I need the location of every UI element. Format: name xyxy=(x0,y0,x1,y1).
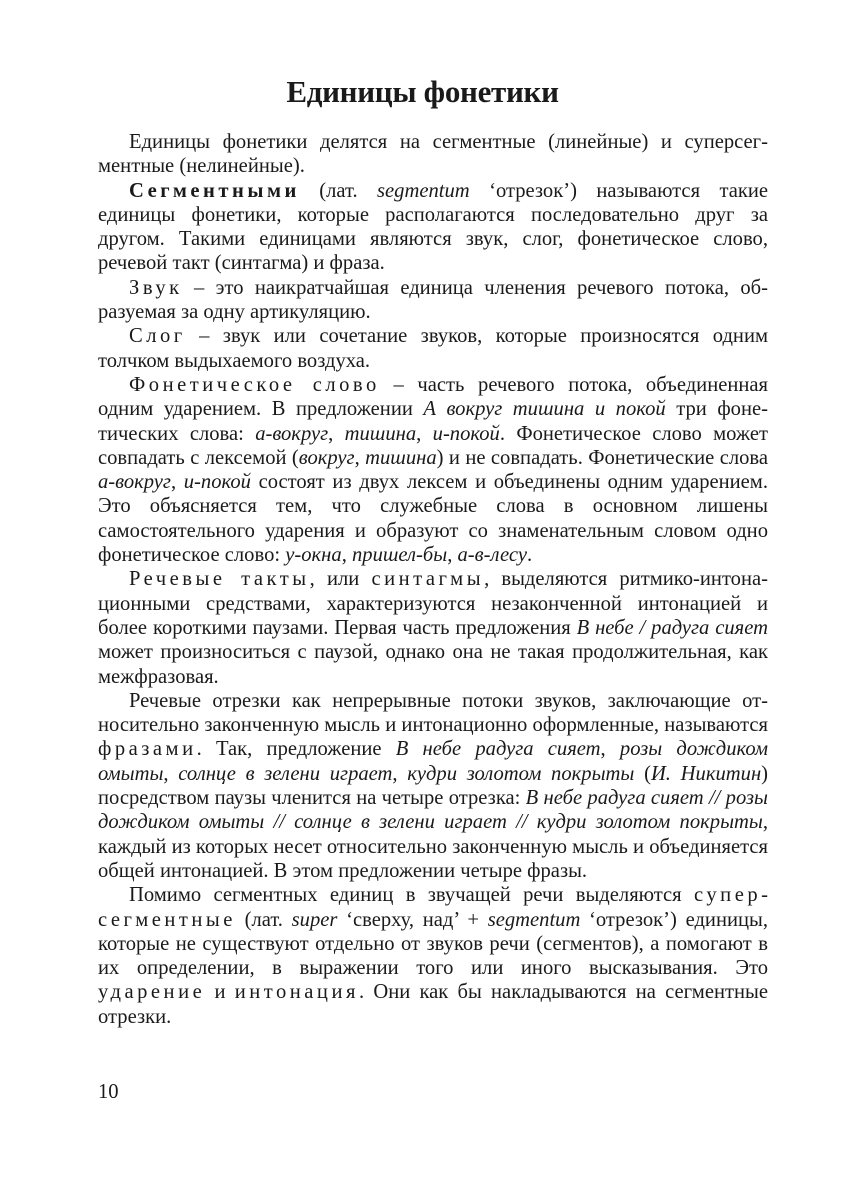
text-run: ‘отрезок’) единицы, которые не существуют отдельно от звуков речи (сегментов), а помогают в их определении, в выражении того или иного высказывания. Это xyxy=(98,908,768,980)
example-italic: кудри золотом покрыты xyxy=(407,762,635,785)
example-italic: и-покой xyxy=(432,422,500,445)
page-title: Единицы фонетики xyxy=(286,74,559,109)
text-run: , xyxy=(354,446,366,469)
text-run: Помимо сегментных единиц в звучащей речи выделяются xyxy=(129,884,695,907)
latin-term: segmentum xyxy=(377,179,470,202)
paragraph-sound xyxy=(98,276,768,325)
text-run: , xyxy=(392,762,408,785)
text-run: может произноситься с паузой, однако она не такая продолжительная, как межфразовая. xyxy=(98,641,768,688)
paragraph-phrases xyxy=(98,689,768,883)
text-run: ‘отрезок’) называются такие единицы фонетики, которые располагаются последовательно друг за другом. Такими единицами являются звук, слог, фонетическое слово, речевой такт (синтагма) и фраза. xyxy=(98,179,769,275)
text-run: ) и не совпадать. Фонетические слова xyxy=(436,446,768,469)
term-suprasegmental: суперсегментные xyxy=(98,884,768,931)
paragraph-syllable xyxy=(98,324,768,373)
page-number: 10 xyxy=(98,1081,119,1103)
example-italic: В небе радуга сияет // розы дождиком омыты // солнце в зелени играет // кудри золотом покрыты xyxy=(98,787,768,834)
example-italic: тишина xyxy=(344,422,417,445)
paragraph-speech-tacts xyxy=(98,567,768,688)
example-italic: розы дождиком омыты xyxy=(98,738,768,785)
body-text xyxy=(98,130,768,1029)
term-stress: ударение xyxy=(98,981,206,1004)
text-run: , xyxy=(341,544,352,567)
term-intonation: интонация xyxy=(234,981,359,1004)
latin-term: super xyxy=(291,908,338,931)
text-run: ) посредством паузы членится на четыре отрезка: xyxy=(98,762,769,810)
example-italic: В небе радуга сияет xyxy=(395,738,601,761)
text-run: и xyxy=(205,981,235,1004)
text-run: – это наикратчайшая единица членения речевого потока, образуемая за одну артикуляцию. xyxy=(98,276,768,324)
term-syllable: Слог xyxy=(129,325,186,348)
text-run: , xyxy=(170,471,184,494)
example-italic: А вокруг тишина и покой xyxy=(423,398,666,421)
example-italic: В небе / радуга сияет xyxy=(576,616,768,639)
example-italic: а-в-лесу xyxy=(457,544,527,567)
term-syntagmas: синтагмы xyxy=(371,568,485,591)
term-phonetic-word: Фонетическое слово xyxy=(129,373,380,396)
text-run: (лат. xyxy=(299,179,378,202)
paragraph-suprasegmental xyxy=(98,883,768,1029)
text-run: ‘сверху, над’ + xyxy=(337,908,488,931)
text-run: , xyxy=(416,422,433,445)
latin-term: segmentum xyxy=(487,908,581,931)
term-sound: Звук xyxy=(129,276,183,299)
example-italic: солнце в зелени играет xyxy=(178,762,393,785)
text-run: три фонетических слова: xyxy=(98,398,768,445)
paragraph-phonetic-word xyxy=(98,373,768,567)
text-run: . Они как бы накладываются на сегментные отрезки. xyxy=(98,981,768,1028)
paragraph-segmental xyxy=(98,179,768,276)
term-phrases: фразами xyxy=(98,738,197,761)
text-run: . xyxy=(526,544,533,567)
text-run: – часть речевого потока, объединенная одним ударением. В предложении xyxy=(98,373,769,421)
text-run: , каждый из которых несет относительно законченную мысль и объединяется общей интонацией. В этом предложении четыре фразы. xyxy=(98,811,768,882)
example-italic: а-вокруг xyxy=(98,471,171,494)
text-run: , выделяются ритмико-интонационными средствами, характеризуются незаконченной интонацией и более короткими паузами. Первая часть предложения xyxy=(98,568,769,639)
example-italic: пришел-бы xyxy=(351,544,448,567)
example-italic: и-покой xyxy=(183,471,251,494)
text-run: , xyxy=(447,544,458,567)
text-run: . Фонетическое слово может совпадать с лексемой ( xyxy=(98,422,769,469)
text-run: , xyxy=(600,738,620,761)
example-italic: вокруг xyxy=(298,446,355,469)
example-italic: а-вокруг xyxy=(255,422,329,445)
text-run: состоят из двух лексем и объединены одним ударением. Это объясняется тем, что служебные слова в основном лишены самостоятельного ударения и образуют со знаменательным словом одно фонетическое слово: xyxy=(98,471,768,567)
author-italic: И. Никитин xyxy=(650,762,762,785)
example-italic: тишина xyxy=(365,446,437,469)
text-run: – звук или сочетание звуков, которые произносятся одним толчком выдыхаемого воздуха. xyxy=(98,325,768,372)
text-run: (лат. xyxy=(235,908,292,931)
term-speech-tacts: Речевые такты xyxy=(129,568,310,591)
text-run: ( xyxy=(634,762,651,785)
term-segmental: Сегментными xyxy=(129,179,300,202)
text-run: , xyxy=(328,422,345,445)
text-run: , или xyxy=(309,568,372,591)
text-run: , xyxy=(163,762,179,785)
text-run: . Так, предложение xyxy=(196,738,396,761)
example-italic: у-окна xyxy=(285,544,342,567)
paragraph-units-intro xyxy=(98,130,768,179)
text-run: Речевые отрезки как непрерывные потоки звуков, заключающие относительно законченную мысль и интонационно оформленные, называются xyxy=(98,689,768,737)
text-run: Единицы фонетики делятся на сегментные (линейные) и суперсегментные (нелинейные). xyxy=(98,131,768,178)
